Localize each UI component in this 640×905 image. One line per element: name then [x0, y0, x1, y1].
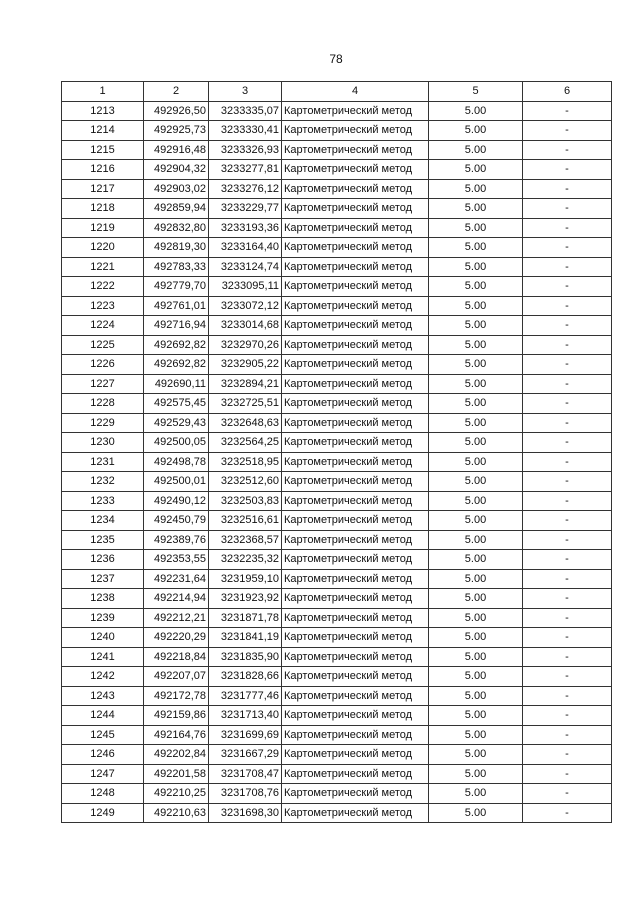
- method-cell: Картометрический метод: [282, 452, 429, 472]
- y-coordinate-cell: 3231841,19: [209, 628, 282, 648]
- point-number-cell: 1230: [62, 433, 144, 453]
- note-cell: -: [523, 472, 612, 492]
- method-cell: Картометрический метод: [282, 160, 429, 180]
- note-cell: -: [523, 725, 612, 745]
- point-number-cell: 1224: [62, 316, 144, 336]
- method-cell: Картометрический метод: [282, 530, 429, 550]
- note-cell: -: [523, 316, 612, 336]
- accuracy-cell: 5.00: [429, 121, 523, 141]
- method-cell: Картометрический метод: [282, 316, 429, 336]
- x-coordinate-cell: 492692,82: [144, 355, 209, 375]
- y-coordinate-cell: 3231777,46: [209, 686, 282, 706]
- method-cell: Картометрический метод: [282, 628, 429, 648]
- point-number-cell: 1214: [62, 121, 144, 141]
- x-coordinate-cell: 492916,48: [144, 140, 209, 160]
- note-cell: -: [523, 238, 612, 258]
- point-number-cell: 1233: [62, 491, 144, 511]
- note-cell: -: [523, 647, 612, 667]
- y-coordinate-cell: 3232235,32: [209, 550, 282, 570]
- x-coordinate-cell: 492690,11: [144, 374, 209, 394]
- y-coordinate-cell: 3233276,12: [209, 179, 282, 199]
- accuracy-cell: 5.00: [429, 686, 523, 706]
- method-cell: Картометрический метод: [282, 199, 429, 219]
- accuracy-cell: 5.00: [429, 277, 523, 297]
- note-cell: -: [523, 296, 612, 316]
- x-coordinate-cell: 492761,01: [144, 296, 209, 316]
- table-row: [62, 374, 612, 394]
- y-coordinate-cell: 3233330,41: [209, 121, 282, 141]
- note-cell: -: [523, 121, 612, 141]
- note-cell: -: [523, 433, 612, 453]
- note-cell: -: [523, 745, 612, 765]
- y-coordinate-cell: 3231923,92: [209, 589, 282, 609]
- column-header: 4: [282, 82, 429, 102]
- note-cell: -: [523, 550, 612, 570]
- point-number-cell: 1244: [62, 706, 144, 726]
- note-cell: -: [523, 199, 612, 219]
- accuracy-cell: 5.00: [429, 394, 523, 414]
- x-coordinate-cell: 492202,84: [144, 745, 209, 765]
- table-row: [62, 628, 612, 648]
- note-cell: -: [523, 394, 612, 414]
- x-coordinate-cell: 492904,32: [144, 160, 209, 180]
- method-cell: Картометрический метод: [282, 745, 429, 765]
- point-number-cell: 1222: [62, 277, 144, 297]
- y-coordinate-cell: 3232503,83: [209, 491, 282, 511]
- method-cell: Картометрический метод: [282, 589, 429, 609]
- table-row: [62, 667, 612, 687]
- method-cell: Картометрический метод: [282, 238, 429, 258]
- accuracy-cell: 5.00: [429, 238, 523, 258]
- table-row: [62, 433, 612, 453]
- note-cell: -: [523, 706, 612, 726]
- y-coordinate-cell: 3232516,61: [209, 511, 282, 531]
- x-coordinate-cell: 492218,84: [144, 647, 209, 667]
- accuracy-cell: 5.00: [429, 296, 523, 316]
- x-coordinate-cell: 492926,50: [144, 101, 209, 121]
- method-cell: Картометрический метод: [282, 764, 429, 784]
- table-row: [62, 335, 612, 355]
- point-number-cell: 1237: [62, 569, 144, 589]
- table-row: [62, 472, 612, 492]
- y-coordinate-cell: 3232894,21: [209, 374, 282, 394]
- table-row: [62, 706, 612, 726]
- table-row: [62, 511, 612, 531]
- accuracy-cell: 5.00: [429, 667, 523, 687]
- note-cell: -: [523, 374, 612, 394]
- y-coordinate-cell: 3233014,68: [209, 316, 282, 336]
- note-cell: -: [523, 628, 612, 648]
- note-cell: -: [523, 257, 612, 277]
- y-coordinate-cell: 3232725,51: [209, 394, 282, 414]
- method-cell: Картометрический метод: [282, 277, 429, 297]
- method-cell: Картометрический метод: [282, 355, 429, 375]
- y-coordinate-cell: 3231667,29: [209, 745, 282, 765]
- point-number-cell: 1235: [62, 530, 144, 550]
- note-cell: -: [523, 530, 612, 550]
- header-row: [62, 82, 612, 102]
- accuracy-cell: 5.00: [429, 725, 523, 745]
- note-cell: -: [523, 160, 612, 180]
- table-row: [62, 686, 612, 706]
- point-number-cell: 1234: [62, 511, 144, 531]
- x-coordinate-cell: 492490,12: [144, 491, 209, 511]
- x-coordinate-cell: 492903,02: [144, 179, 209, 199]
- note-cell: -: [523, 686, 612, 706]
- table-row: [62, 296, 612, 316]
- method-cell: Картометрический метод: [282, 803, 429, 823]
- note-cell: -: [523, 452, 612, 472]
- note-cell: -: [523, 569, 612, 589]
- table-row: [62, 394, 612, 414]
- table-row: [62, 121, 612, 141]
- accuracy-cell: 5.00: [429, 550, 523, 570]
- y-coordinate-cell: 3232648,63: [209, 413, 282, 433]
- table-row: [62, 179, 612, 199]
- accuracy-cell: 5.00: [429, 257, 523, 277]
- point-number-cell: 1238: [62, 589, 144, 609]
- column-header: 2: [144, 82, 209, 102]
- y-coordinate-cell: 3233326,93: [209, 140, 282, 160]
- x-coordinate-cell: 492450,79: [144, 511, 209, 531]
- point-number-cell: 1246: [62, 745, 144, 765]
- x-coordinate-cell: 492207,07: [144, 667, 209, 687]
- table-row: [62, 530, 612, 550]
- point-number-cell: 1241: [62, 647, 144, 667]
- table-row: [62, 160, 612, 180]
- y-coordinate-cell: 3232518,95: [209, 452, 282, 472]
- note-cell: -: [523, 491, 612, 511]
- x-coordinate-cell: 492925,73: [144, 121, 209, 141]
- accuracy-cell: 5.00: [429, 784, 523, 804]
- y-coordinate-cell: 3231959,10: [209, 569, 282, 589]
- point-number-cell: 1226: [62, 355, 144, 375]
- method-cell: Картометрический метод: [282, 647, 429, 667]
- note-cell: -: [523, 355, 612, 375]
- note-cell: -: [523, 218, 612, 238]
- accuracy-cell: 5.00: [429, 803, 523, 823]
- table-row: [62, 238, 612, 258]
- column-header: 5: [429, 82, 523, 102]
- accuracy-cell: 5.00: [429, 764, 523, 784]
- method-cell: Картометрический метод: [282, 296, 429, 316]
- accuracy-cell: 5.00: [429, 433, 523, 453]
- table-row: [62, 257, 612, 277]
- accuracy-cell: 5.00: [429, 452, 523, 472]
- x-coordinate-cell: 492500,05: [144, 433, 209, 453]
- y-coordinate-cell: 3231698,30: [209, 803, 282, 823]
- table-row: [62, 101, 612, 121]
- table-header: [62, 82, 612, 102]
- y-coordinate-cell: 3232368,57: [209, 530, 282, 550]
- x-coordinate-cell: 492389,76: [144, 530, 209, 550]
- table-row: [62, 452, 612, 472]
- x-coordinate-cell: 492212,21: [144, 608, 209, 628]
- y-coordinate-cell: 3233335,07: [209, 101, 282, 121]
- point-number-cell: 1239: [62, 608, 144, 628]
- accuracy-cell: 5.00: [429, 569, 523, 589]
- table-row: [62, 569, 612, 589]
- accuracy-cell: 5.00: [429, 316, 523, 336]
- accuracy-cell: 5.00: [429, 160, 523, 180]
- note-cell: -: [523, 608, 612, 628]
- table-row: [62, 413, 612, 433]
- y-coordinate-cell: 3231708,47: [209, 764, 282, 784]
- method-cell: Картометрический метод: [282, 413, 429, 433]
- point-number-cell: 1218: [62, 199, 144, 219]
- note-cell: -: [523, 413, 612, 433]
- x-coordinate-cell: 492529,43: [144, 413, 209, 433]
- x-coordinate-cell: 492164,76: [144, 725, 209, 745]
- accuracy-cell: 5.00: [429, 101, 523, 121]
- method-cell: Картометрический метод: [282, 550, 429, 570]
- table-row: [62, 725, 612, 745]
- x-coordinate-cell: 492500,01: [144, 472, 209, 492]
- point-number-cell: 1227: [62, 374, 144, 394]
- method-cell: Картометрический метод: [282, 608, 429, 628]
- point-number-cell: 1231: [62, 452, 144, 472]
- table-row: [62, 608, 612, 628]
- point-number-cell: 1221: [62, 257, 144, 277]
- y-coordinate-cell: 3231835,90: [209, 647, 282, 667]
- x-coordinate-cell: 492159,86: [144, 706, 209, 726]
- note-cell: -: [523, 784, 612, 804]
- table-body: [62, 101, 612, 823]
- method-cell: Картометрический метод: [282, 491, 429, 511]
- note-cell: -: [523, 335, 612, 355]
- x-coordinate-cell: 492498,78: [144, 452, 209, 472]
- method-cell: Картометрический метод: [282, 394, 429, 414]
- x-coordinate-cell: 492220,29: [144, 628, 209, 648]
- accuracy-cell: 5.00: [429, 511, 523, 531]
- point-number-cell: 1232: [62, 472, 144, 492]
- accuracy-cell: 5.00: [429, 491, 523, 511]
- method-cell: Картометрический метод: [282, 433, 429, 453]
- point-number-cell: 1249: [62, 803, 144, 823]
- y-coordinate-cell: 3231828,66: [209, 667, 282, 687]
- accuracy-cell: 5.00: [429, 413, 523, 433]
- x-coordinate-cell: 492231,64: [144, 569, 209, 589]
- method-cell: Картометрический метод: [282, 121, 429, 141]
- point-number-cell: 1213: [62, 101, 144, 121]
- accuracy-cell: 5.00: [429, 218, 523, 238]
- point-number-cell: 1215: [62, 140, 144, 160]
- method-cell: Картометрический метод: [282, 569, 429, 589]
- y-coordinate-cell: 3231708,76: [209, 784, 282, 804]
- method-cell: Картометрический метод: [282, 667, 429, 687]
- page-number: 78: [329, 52, 343, 66]
- x-coordinate-cell: 492832,80: [144, 218, 209, 238]
- y-coordinate-cell: 3233229,77: [209, 199, 282, 219]
- accuracy-cell: 5.00: [429, 140, 523, 160]
- y-coordinate-cell: 3232905,22: [209, 355, 282, 375]
- point-number-cell: 1240: [62, 628, 144, 648]
- x-coordinate-cell: 492172,78: [144, 686, 209, 706]
- method-cell: Картометрический метод: [282, 218, 429, 238]
- note-cell: -: [523, 589, 612, 609]
- method-cell: Картометрический метод: [282, 335, 429, 355]
- method-cell: Картометрический метод: [282, 374, 429, 394]
- method-cell: Картометрический метод: [282, 472, 429, 492]
- note-cell: -: [523, 140, 612, 160]
- y-coordinate-cell: 3232512,60: [209, 472, 282, 492]
- x-coordinate-cell: 492819,30: [144, 238, 209, 258]
- accuracy-cell: 5.00: [429, 530, 523, 550]
- accuracy-cell: 5.00: [429, 199, 523, 219]
- y-coordinate-cell: 3233193,36: [209, 218, 282, 238]
- table-row: [62, 784, 612, 804]
- accuracy-cell: 5.00: [429, 706, 523, 726]
- method-cell: Картометрический метод: [282, 511, 429, 531]
- point-number-cell: 1228: [62, 394, 144, 414]
- table-row: [62, 764, 612, 784]
- method-cell: Картометрический метод: [282, 686, 429, 706]
- y-coordinate-cell: 3232564,25: [209, 433, 282, 453]
- x-coordinate-cell: 492210,63: [144, 803, 209, 823]
- point-number-cell: 1236: [62, 550, 144, 570]
- x-coordinate-cell: 492353,55: [144, 550, 209, 570]
- note-cell: -: [523, 179, 612, 199]
- point-number-cell: 1223: [62, 296, 144, 316]
- x-coordinate-cell: 492214,94: [144, 589, 209, 609]
- table-row: [62, 218, 612, 238]
- y-coordinate-cell: 3233124,74: [209, 257, 282, 277]
- accuracy-cell: 5.00: [429, 647, 523, 667]
- table-row: [62, 316, 612, 336]
- table-row: [62, 140, 612, 160]
- column-header: 6: [523, 82, 612, 102]
- y-coordinate-cell: 3233095,11: [209, 277, 282, 297]
- method-cell: Картометрический метод: [282, 706, 429, 726]
- accuracy-cell: 5.00: [429, 335, 523, 355]
- point-number-cell: 1248: [62, 784, 144, 804]
- x-coordinate-cell: 492201,58: [144, 764, 209, 784]
- table-row: [62, 550, 612, 570]
- point-number-cell: 1245: [62, 725, 144, 745]
- accuracy-cell: 5.00: [429, 374, 523, 394]
- point-number-cell: 1216: [62, 160, 144, 180]
- table-row: [62, 745, 612, 765]
- table-row: [62, 647, 612, 667]
- point-number-cell: 1242: [62, 667, 144, 687]
- accuracy-cell: 5.00: [429, 589, 523, 609]
- method-cell: Картометрический метод: [282, 140, 429, 160]
- method-cell: Картометрический метод: [282, 725, 429, 745]
- point-number-cell: 1220: [62, 238, 144, 258]
- method-cell: Картометрический метод: [282, 784, 429, 804]
- point-number-cell: 1219: [62, 218, 144, 238]
- note-cell: -: [523, 667, 612, 687]
- note-cell: -: [523, 803, 612, 823]
- y-coordinate-cell: 3231699,69: [209, 725, 282, 745]
- y-coordinate-cell: 3232970,26: [209, 335, 282, 355]
- accuracy-cell: 5.00: [429, 472, 523, 492]
- x-coordinate-cell: 492859,94: [144, 199, 209, 219]
- point-number-cell: 1217: [62, 179, 144, 199]
- point-number-cell: 1225: [62, 335, 144, 355]
- method-cell: Картометрический метод: [282, 257, 429, 277]
- note-cell: -: [523, 277, 612, 297]
- table-row: [62, 491, 612, 511]
- point-number-cell: 1247: [62, 764, 144, 784]
- table-row: [62, 803, 612, 823]
- column-header: 3: [209, 82, 282, 102]
- note-cell: -: [523, 511, 612, 531]
- y-coordinate-cell: 3231871,78: [209, 608, 282, 628]
- note-cell: -: [523, 764, 612, 784]
- y-coordinate-cell: 3233072,12: [209, 296, 282, 316]
- note-cell: -: [523, 101, 612, 121]
- accuracy-cell: 5.00: [429, 179, 523, 199]
- accuracy-cell: 5.00: [429, 355, 523, 375]
- x-coordinate-cell: 492575,45: [144, 394, 209, 414]
- accuracy-cell: 5.00: [429, 628, 523, 648]
- x-coordinate-cell: 492783,33: [144, 257, 209, 277]
- method-cell: Картометрический метод: [282, 179, 429, 199]
- x-coordinate-cell: 492716,94: [144, 316, 209, 336]
- table-row: [62, 355, 612, 375]
- accuracy-cell: 5.00: [429, 745, 523, 765]
- y-coordinate-cell: 3233164,40: [209, 238, 282, 258]
- table-row: [62, 277, 612, 297]
- method-cell: Картометрический метод: [282, 101, 429, 121]
- accuracy-cell: 5.00: [429, 608, 523, 628]
- table-row: [62, 589, 612, 609]
- y-coordinate-cell: 3233277,81: [209, 160, 282, 180]
- y-coordinate-cell: 3231713,40: [209, 706, 282, 726]
- table-row: [62, 199, 612, 219]
- x-coordinate-cell: 492210,25: [144, 784, 209, 804]
- coordinates-table: [61, 81, 612, 823]
- point-number-cell: 1243: [62, 686, 144, 706]
- x-coordinate-cell: 492692,82: [144, 335, 209, 355]
- column-header: 1: [62, 82, 144, 102]
- x-coordinate-cell: 492779,70: [144, 277, 209, 297]
- point-number-cell: 1229: [62, 413, 144, 433]
